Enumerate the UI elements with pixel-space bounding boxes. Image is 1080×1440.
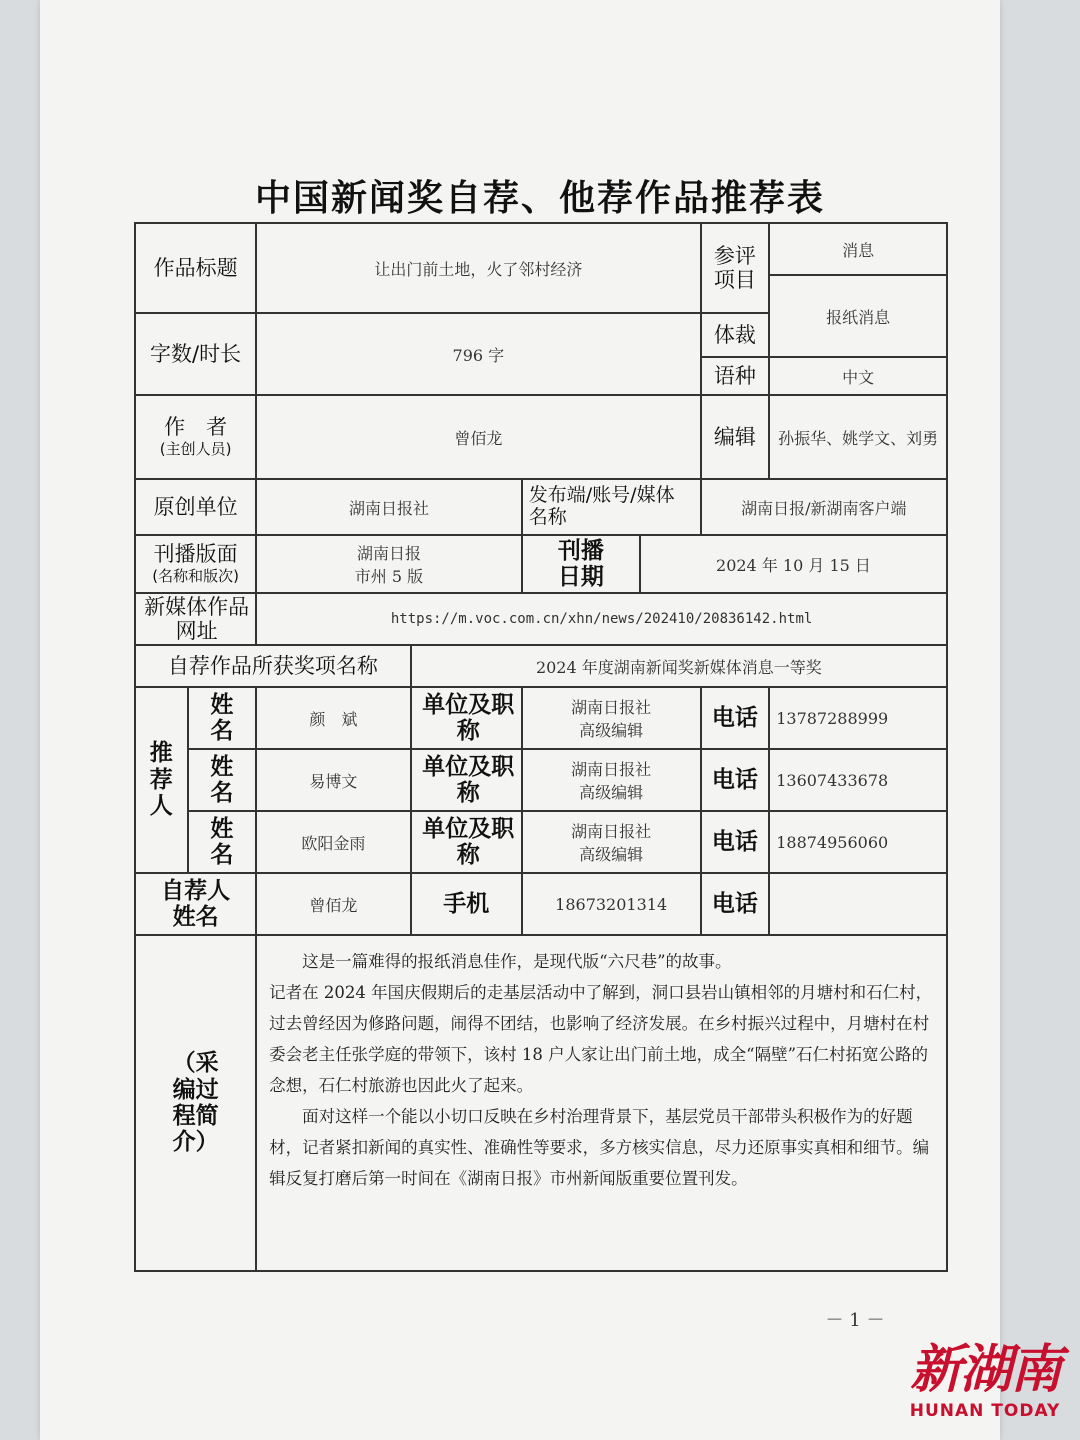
label-self-name: 自荐人姓名 bbox=[135, 873, 256, 935]
self-name: 曾佰龙 bbox=[256, 873, 411, 935]
label-unit-title: 单位及职称 bbox=[411, 749, 522, 811]
recommender-unit: 湖南日报社 高级编辑 bbox=[522, 687, 701, 749]
value-author: 曾佰龙 bbox=[256, 395, 700, 479]
label-phone: 电话 bbox=[701, 873, 770, 935]
xinhunan-logo bbox=[900, 1340, 1070, 1435]
label-genre: 体裁 bbox=[701, 313, 770, 357]
recommender-unit: 湖南日报社 高级编辑 bbox=[522, 749, 701, 811]
form-title: 中国新闻奖自荐、他荐作品推荐表 bbox=[254, 178, 825, 219]
label-recommender: 推荐人 bbox=[135, 687, 188, 873]
label-phone: 电话 bbox=[701, 687, 770, 749]
label-publisher: 发布端/账号/媒体名称 bbox=[522, 479, 701, 535]
value-work-title: 让出门前土地，火了邻村经济 bbox=[256, 223, 700, 313]
label-url: 新媒体作品网址 bbox=[135, 593, 256, 645]
recommender-unit: 湖南日报社 高级编辑 bbox=[522, 811, 701, 873]
value-section bbox=[256, 535, 522, 593]
value-award: 2024 年度湖南新闻奖新媒体消息一等奖 bbox=[411, 645, 947, 687]
label-author: 作 者 (主创人员) bbox=[135, 395, 256, 479]
section-name: 湖南日报 bbox=[356, 544, 421, 563]
recommender-name: 易博文 bbox=[256, 749, 411, 811]
label-pub-date: 刊播日期 bbox=[522, 535, 640, 593]
label-process: （采编过程简介） bbox=[135, 935, 256, 1271]
self-mobile: 18673201314 bbox=[522, 873, 701, 935]
label-word-count: 字数/时长 bbox=[135, 313, 256, 395]
label-mobile: 手机 bbox=[411, 873, 522, 935]
recommender-phone: 13607433678 bbox=[769, 749, 947, 811]
value-pub-date: 2024 年 10 月 15 日 bbox=[640, 535, 947, 593]
logo-wordmark: 新湖南 bbox=[909, 1339, 1060, 1400]
label-phone: 电话 bbox=[701, 749, 770, 811]
process-paragraph: 这是一篇难得的报纸消息佳作，是现代版“六尺巷”的故事。 bbox=[302, 952, 732, 971]
label-editor: 编辑 bbox=[701, 395, 770, 479]
self-phone bbox=[769, 873, 947, 935]
label-section: 刊播版面 (名称和版次) bbox=[135, 535, 256, 593]
value-word-count: 796 字 bbox=[256, 313, 700, 395]
value-url: https://m.voc.com.cn/xhn/news/202410/20836142.html bbox=[256, 593, 947, 645]
label-name: 姓名 bbox=[188, 811, 257, 873]
page-number: － 1 － bbox=[825, 1310, 885, 1331]
label-original-unit: 原创单位 bbox=[135, 479, 256, 535]
process-paragraph: 面对这样一个能以小切口反映在乡村治理背景下，基层党员干部带头积极作为的好题材，记者紧扣新闻的真实性、准确性等要求，多方核实信息，尽力还原事实真相和细节。编辑反复打磨后第一时间在《湖南日报》市州新闻版重要位置刊发。 bbox=[269, 1107, 930, 1188]
recommender-name: 颜 斌 bbox=[256, 687, 411, 749]
recommender-name: 欧阳金雨 bbox=[256, 811, 411, 873]
label-language: 语种 bbox=[701, 357, 770, 395]
value-publisher: 湖南日报/新湖南客户端 bbox=[701, 479, 947, 535]
logo-subtitle: HUNAN TODAY bbox=[909, 1401, 1061, 1421]
section-page: 市州 5 版 bbox=[354, 567, 424, 586]
label-name: 姓名 bbox=[188, 749, 257, 811]
label-award: 自荐作品所获奖项名称 bbox=[135, 645, 411, 687]
value-original-unit: 湖南日报社 bbox=[256, 479, 522, 535]
process-text bbox=[256, 935, 947, 1271]
recommender-phone: 18874956060 bbox=[769, 811, 947, 873]
label-phone: 电话 bbox=[701, 811, 770, 873]
recommender-phone: 13787288999 bbox=[769, 687, 947, 749]
value-editor: 孙振华、姚学文、刘勇 bbox=[769, 395, 947, 479]
value-genre: 报纸消息 bbox=[769, 275, 947, 357]
label-unit-title: 单位及职称 bbox=[411, 811, 522, 873]
value-language: 中文 bbox=[769, 357, 947, 395]
label-work-title: 作品标题 bbox=[135, 223, 256, 313]
label-category: 参评项目 bbox=[701, 223, 770, 313]
label-name: 姓名 bbox=[188, 687, 257, 749]
process-paragraph: 记者在 2024 年国庆假期后的走基层活动中了解到，洞口县岩山镇相邻的月塘村和石仁村，过去曾经因为修路问题，闹得不团结，也影响了经济发展。在乡村振兴过程中，月塘村在村委会老主任张学庭的带领下，该村 18 户人家让出门前土地，成全“隔壁”石仁村拓宽公路的念想，石仁村旅游也因此火了起来。 bbox=[269, 983, 933, 1095]
label-unit-title: 单位及职称 bbox=[411, 687, 522, 749]
value-category: 消息 bbox=[769, 223, 947, 275]
recommendation-form bbox=[134, 222, 948, 1272]
